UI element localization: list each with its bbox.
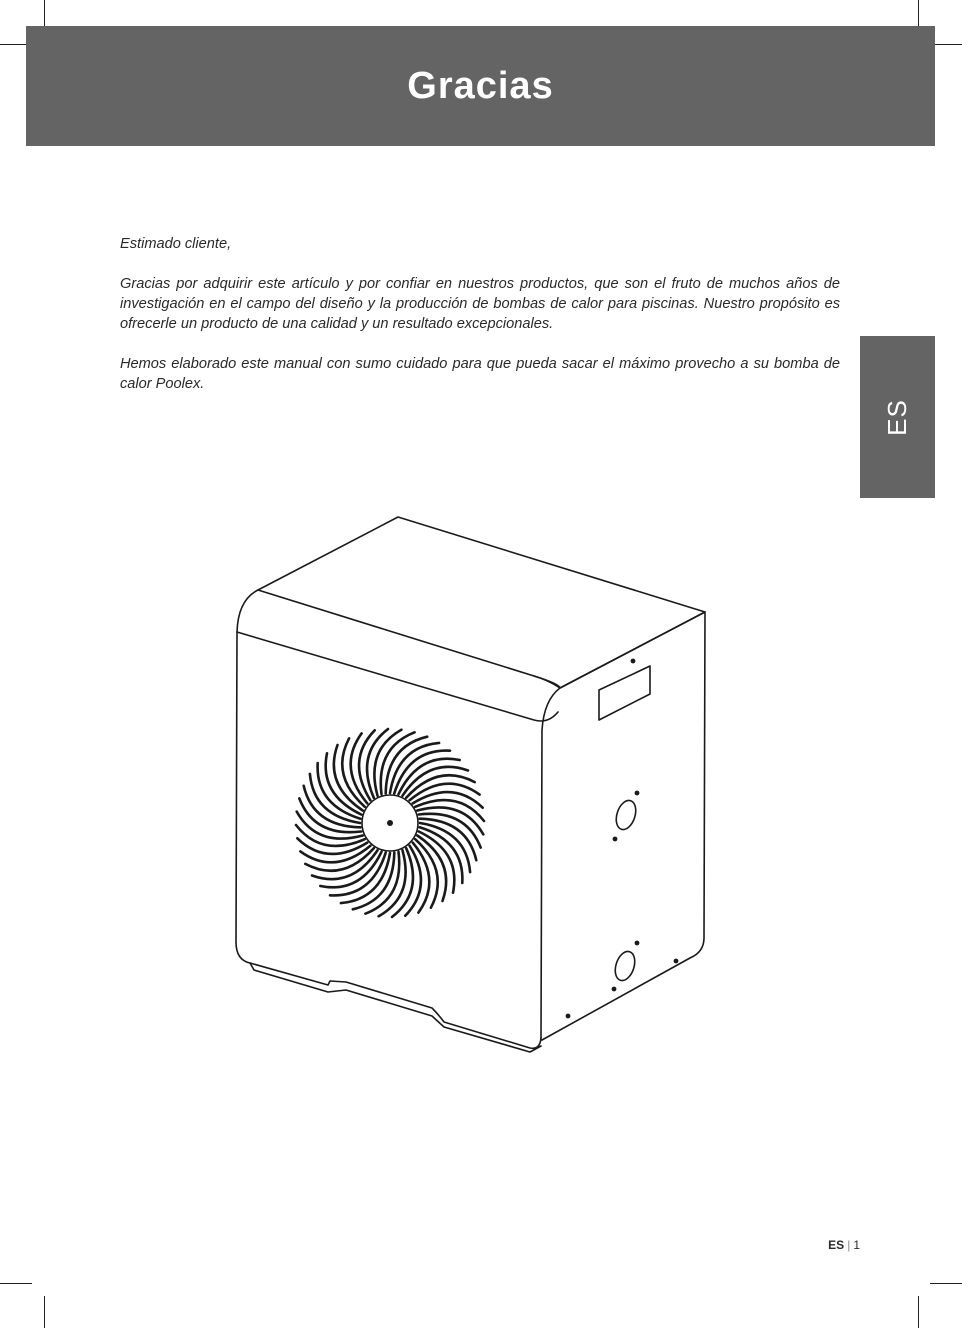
footer-separator: | bbox=[847, 1238, 851, 1252]
body-text bbox=[120, 234, 840, 414]
top-face bbox=[258, 517, 705, 688]
page-header bbox=[26, 26, 935, 146]
screws bbox=[566, 659, 679, 1019]
water-outlet bbox=[612, 949, 638, 983]
page-title: Gracias bbox=[407, 64, 554, 107]
front-corner bbox=[534, 676, 560, 1038]
page-footer bbox=[780, 1238, 860, 1252]
side-face bbox=[542, 612, 705, 1040]
display-panel bbox=[599, 666, 650, 720]
greeting: Estimado cliente, bbox=[120, 236, 232, 252]
paragraph-manual: Hemos elaborado este manual con sumo cuidado para que pueda sacar el máximo provecho a su bomba de calor Poolex. bbox=[120, 356, 840, 392]
crop-mark bbox=[918, 1296, 919, 1328]
heat-pump-illustration bbox=[220, 505, 720, 1065]
crop-mark bbox=[0, 1283, 32, 1284]
crop-mark bbox=[930, 1283, 962, 1284]
language-tab-label: ES bbox=[882, 398, 912, 436]
crop-mark bbox=[44, 1296, 45, 1328]
fan-grille bbox=[296, 729, 484, 917]
fan-center bbox=[387, 820, 393, 826]
page-number: 1 bbox=[853, 1238, 860, 1252]
footer-lang: ES bbox=[828, 1238, 845, 1252]
paragraph-thanks: Gracias por adquirir este artículo y por confiar en nuestros productos, que son el fruto de muchos años de investigación en el campo del diseño y la producción de bombas de calor para piscinas. Nuestro propósito es ofrecerle un producto de una calidad y un resultado excepcionales. bbox=[120, 276, 840, 332]
water-inlet bbox=[613, 798, 639, 832]
language-tab bbox=[860, 336, 935, 498]
